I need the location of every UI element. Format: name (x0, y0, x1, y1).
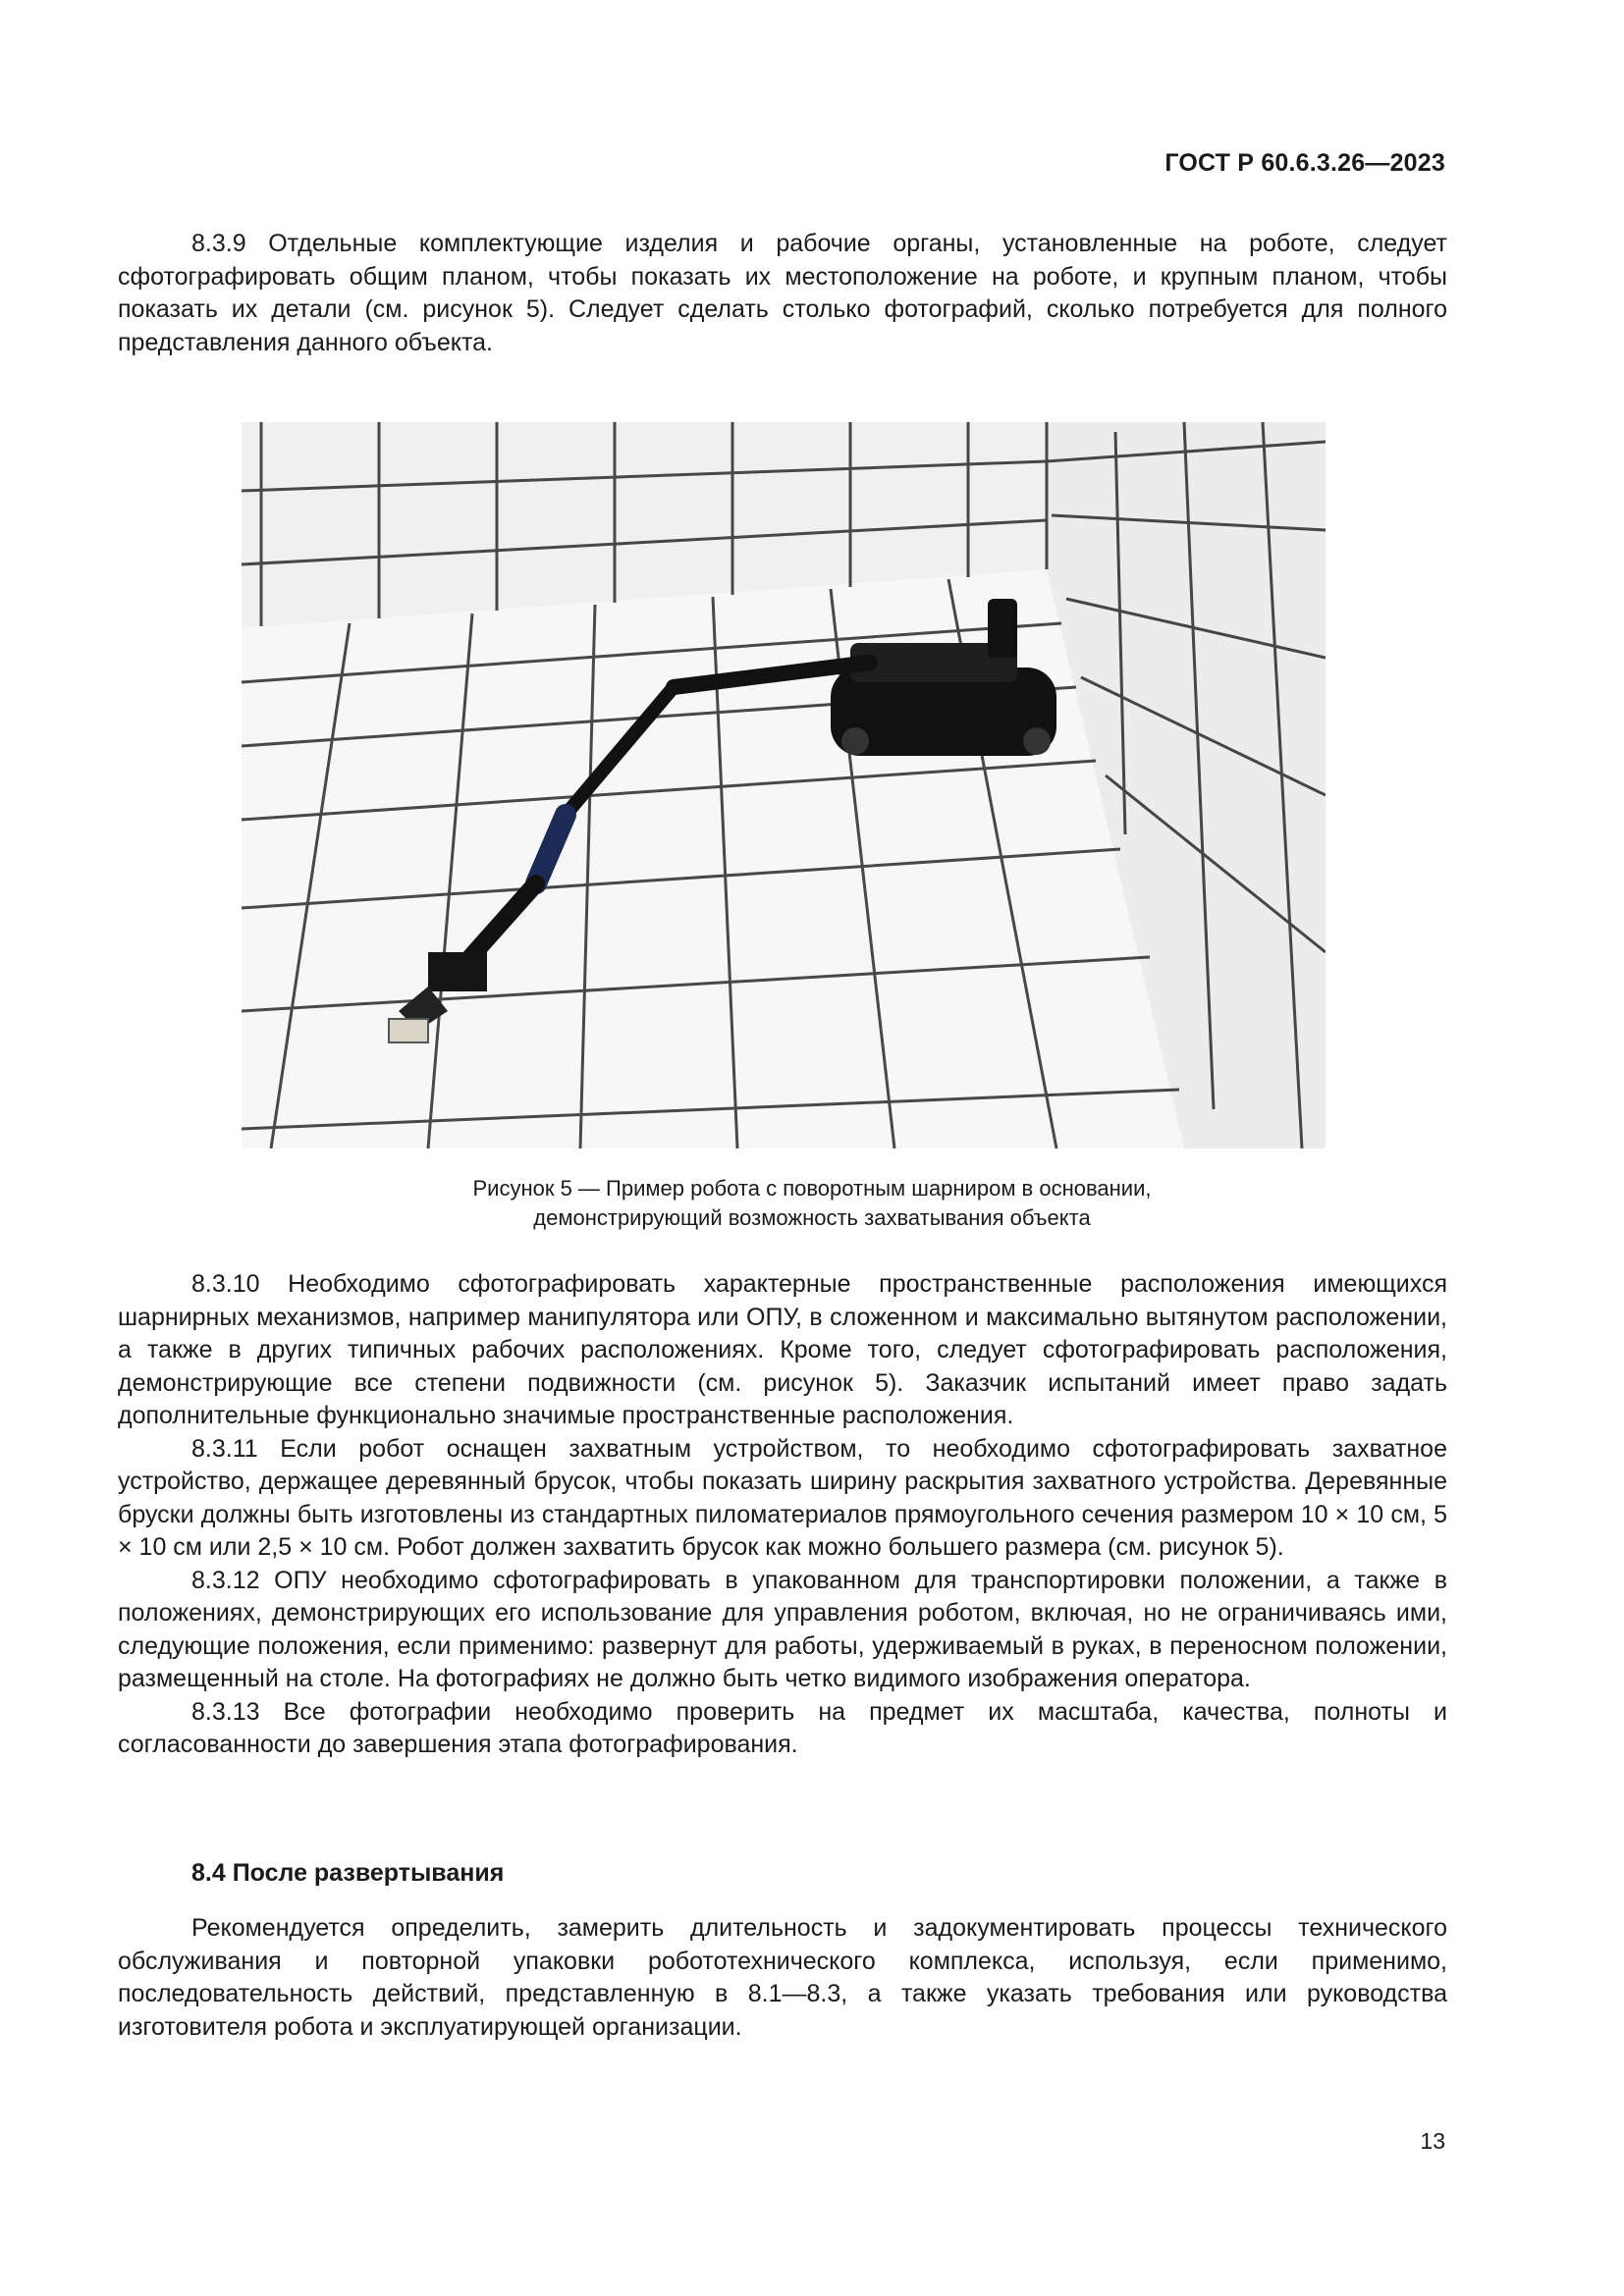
paragraph-8-4: Рекомендуется определить, замерить длительность и задокументировать процессы технического обслуживания и повторной упаковки робототехнического комплекса, используя, если применимо, последовательность действий, представленную в 8.1—8.3, а также указать требования или руководства изготовителя робота и эксплуатирующей организации. (118, 1914, 1447, 2041)
section-heading-8-4: 8.4 После развертывания (191, 1859, 505, 1887)
text-block-middle (118, 1268, 1447, 1762)
paragraph-8-3-13: 8.3.13 Все фотографии необходимо проверить на предмет их масштаба, качества, полноты и согласованности до завершения этапа фотографирования. (118, 1697, 1447, 1758)
text-block-bottom (118, 1912, 1447, 2044)
caption-line-2: демонстрирующий возможность захватывания объекта (533, 1205, 1091, 1230)
paragraph-8-3-9: 8.3.9 Отдельные комплектующие изделия и рабочие органы, установленные на роботе, следует сфотографировать общим планом, чтобы показать их местоположение на роботе, и крупным планом, чтобы показать их детали (см. рисунок 5). Следует сделать столько фотографий, сколько потребуется для полного представления данного объекта. (118, 230, 1447, 356)
wooden-block (389, 1019, 428, 1042)
text-block-top (118, 228, 1447, 359)
caption-line-1: Рисунок 5 — Пример робота с поворотным шарниром в основании, (472, 1176, 1152, 1201)
robot-photo-illustration (242, 422, 1326, 1148)
standard-id-header: ГОСТ Р 60.6.3.26—2023 (1164, 149, 1445, 177)
paragraph-8-3-12: 8.3.12 ОПУ необходимо сфотографировать в упакованном для транспортировки положении, а также в положениях, демонстрирующих его использование для управления роботом, включая, но не ограничиваясь ими, следующие положения, если применимо: развернут для работы, удерживаемый в руках, в переносном положении, размещенный на столе. На фотографиях не должно быть четко видимого изображения оператора. (118, 1566, 1447, 1692)
paragraph-8-3-10: 8.3.10 Необходимо сфотографировать характерные пространственные расположения имеющихся шарнирных механизмов, например манипулятора или ОПУ, в сложенном и максимально вытянутом расположении, а также в других типичных рабочих расположениях. Кроме того, следует сфотографировать расположения, демонстрирующие все степени подвижности (см. рисунок 5). Заказчик испытаний имеет право задать дополнительные функционально значимые пространственные расположения. (118, 1270, 1447, 1429)
figure-caption (118, 1174, 1506, 1233)
paragraph-8-3-11: 8.3.11 Если робот оснащен захватным устройством, то необходимо сфотографировать захватное устройство, держащее деревянный брусок, чтобы показать ширину раскрытия захватного устройства. Деревянные бруски должны быть изготовлены из стандартных пиломатериалов прямоугольного сечения размером 10 × 10 см, 5 × 10 см или 2,5 × 10 см. Робот должен захватить брусок как можно большего размера (см. рисунок 5). (118, 1434, 1447, 1561)
figure-5-photo (242, 422, 1326, 1148)
page-number: 13 (1420, 2128, 1445, 2154)
